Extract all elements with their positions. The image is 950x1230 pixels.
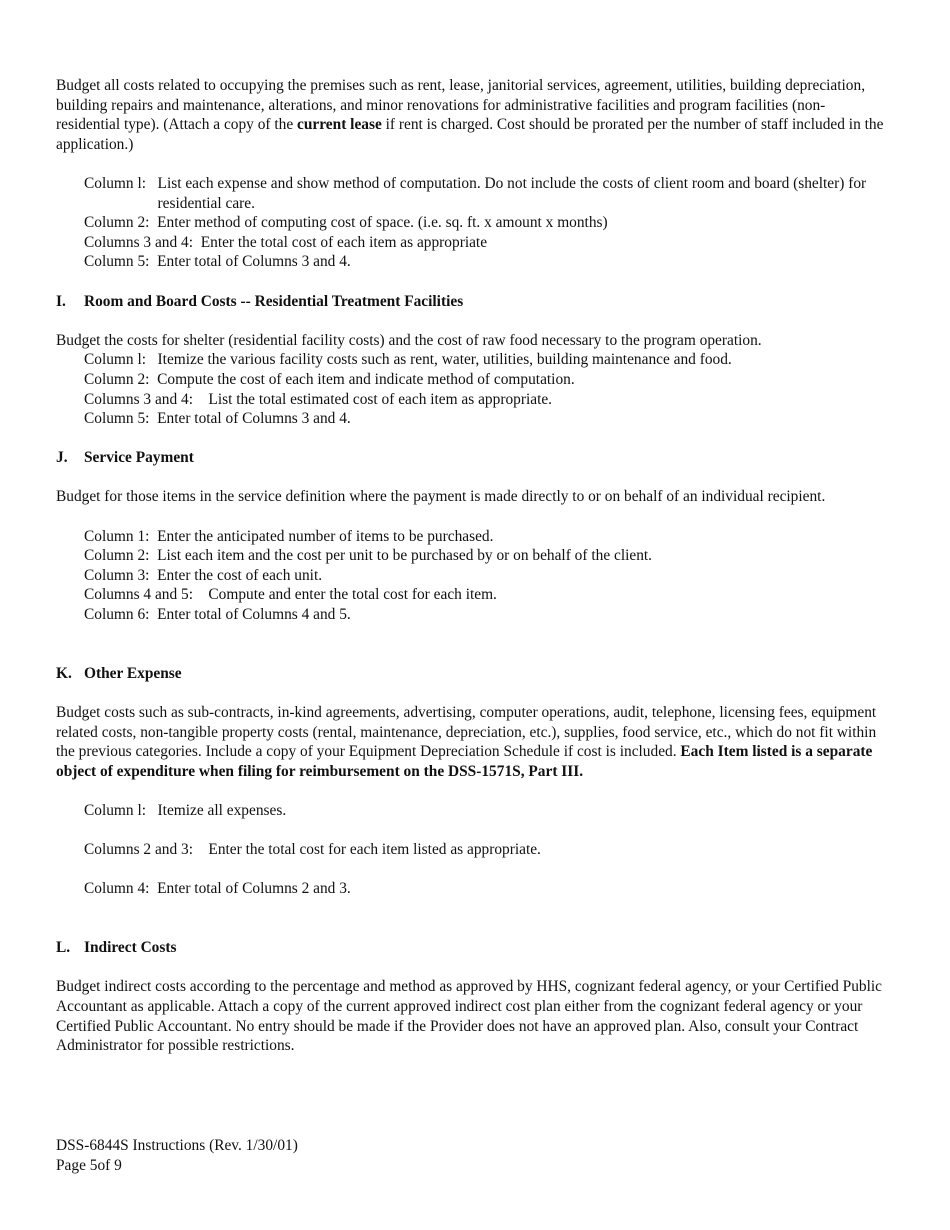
intro-text: Budget all costs related to occupying the premises such as rent, lease, janitorial services, agreement, utilities, building depreciation, building repairs and maintenance, alterations, and minor renovations for administrative facilities and program facilities (non-residential type). (Attach a copy of the — [56, 77, 866, 134]
list-item: Columns 2 and 3: Enter the total cost for each item listed as appropriate. — [84, 841, 541, 859]
list-item: Column 3: Enter the cost of each unit. — [84, 566, 323, 584]
list-item: Column 5: Enter total of Columns 3 and 4. — [84, 253, 351, 271]
page-number: Page 5of 9 — [56, 1156, 122, 1174]
list-item: Columns 4 and 5: Compute and enter the total cost for each item. — [84, 586, 497, 604]
section-i-column-list — [84, 350, 886, 428]
section-i-heading: I. Room and Board Costs -- Residential Treatment Facilities — [56, 292, 464, 310]
section-j-heading: J. Service Payment — [56, 449, 194, 467]
section-l-paragraph: Budget indirect costs according to the percentage and method as approved by HHS, cognizant federal agency, or your Certified Public Accountant as applicable. Attach a copy of the current approved indirect cost plan either from the cognizant federal agency or your Certified Public Accountant. No entry should be made if the Provider does not have an approved plan. Also, consult your Contract Administrator for possible restrictions. — [56, 978, 882, 1055]
list-item: Column l: Itemize the various facility costs such as rent, water, utilities, building maintenance and food. — [84, 351, 732, 369]
intro-column-list — [84, 174, 886, 272]
list-item: Column 2: List each item and the cost per unit to be purchased by or on behalf of the client. — [84, 547, 653, 565]
section-j-column-list — [84, 527, 886, 625]
intro-text-end: if rent is charged. Cost should be prorated per the number of staff included in the application.) — [56, 116, 884, 153]
section-j-paragraph: Budget for those items in the service definition where the payment is made directly to or on behalf of an individual recipient. — [56, 488, 826, 506]
list-item: Column 4: Enter total of Columns 2 and 3. — [84, 880, 351, 898]
list-item: Column 2: Compute the cost of each item and indicate method of computation. — [84, 370, 575, 388]
list-item: Column l: Itemize all expenses. — [84, 801, 287, 819]
section-k-column-list — [84, 801, 886, 899]
section-l-heading: L. Indirect Costs — [56, 939, 177, 957]
page-footer — [56, 1136, 298, 1175]
intro-bold-text: current lease — [297, 116, 382, 134]
list-item: Column 1: Enter the anticipated number of items to be purchased. — [84, 527, 494, 545]
list-item: Column 2: Enter method of computing cost of space. (i.e. sq. ft. x amount x months) — [84, 214, 608, 232]
form-id: DSS-6844S Instructions (Rev. 1/30/01) — [56, 1137, 298, 1154]
list-item: Column 6: Enter total of Columns 4 and 5. — [84, 606, 351, 624]
list-item: Column l: List each expense and show method of computation. Do not include the costs of client room and board (shelter) for residential care. — [84, 174, 867, 212]
section-i-paragraph: Budget the costs for shelter (residential facility costs) and the cost of raw food necessary to the program operation. — [56, 331, 762, 349]
section-k-bold-text: Each Item listed is a separate object of expenditure when filing for reimbursement on the DSS-1571S, Part III. — [56, 743, 873, 780]
section-k-paragraph: Budget costs such as sub-contracts, in-kind agreements, advertising, computer operations, audit, telephone, licensing fees, equipment related costs, non-tangible property costs (rental, maintenance, depreciation, etc.), supplies, food service, etc., which do not fit within the previous categories. Include a copy of your Equipment Depreciation Schedule if cost is included. Each Item listed is a separate object of expenditure when filing for reimbursement on the DSS-1571S, Part III. — [56, 704, 877, 780]
intro-paragraph — [56, 76, 886, 154]
section-k-heading: K. Other Expense — [56, 664, 182, 682]
list-item: Columns 3 and 4: List the total estimated cost of each item as appropriate. — [84, 390, 553, 408]
list-item: Column 5: Enter total of Columns 3 and 4. — [84, 410, 351, 428]
list-item: Columns 3 and 4: Enter the total cost of each item as appropriate — [84, 233, 488, 251]
document-page — [56, 76, 886, 1056]
